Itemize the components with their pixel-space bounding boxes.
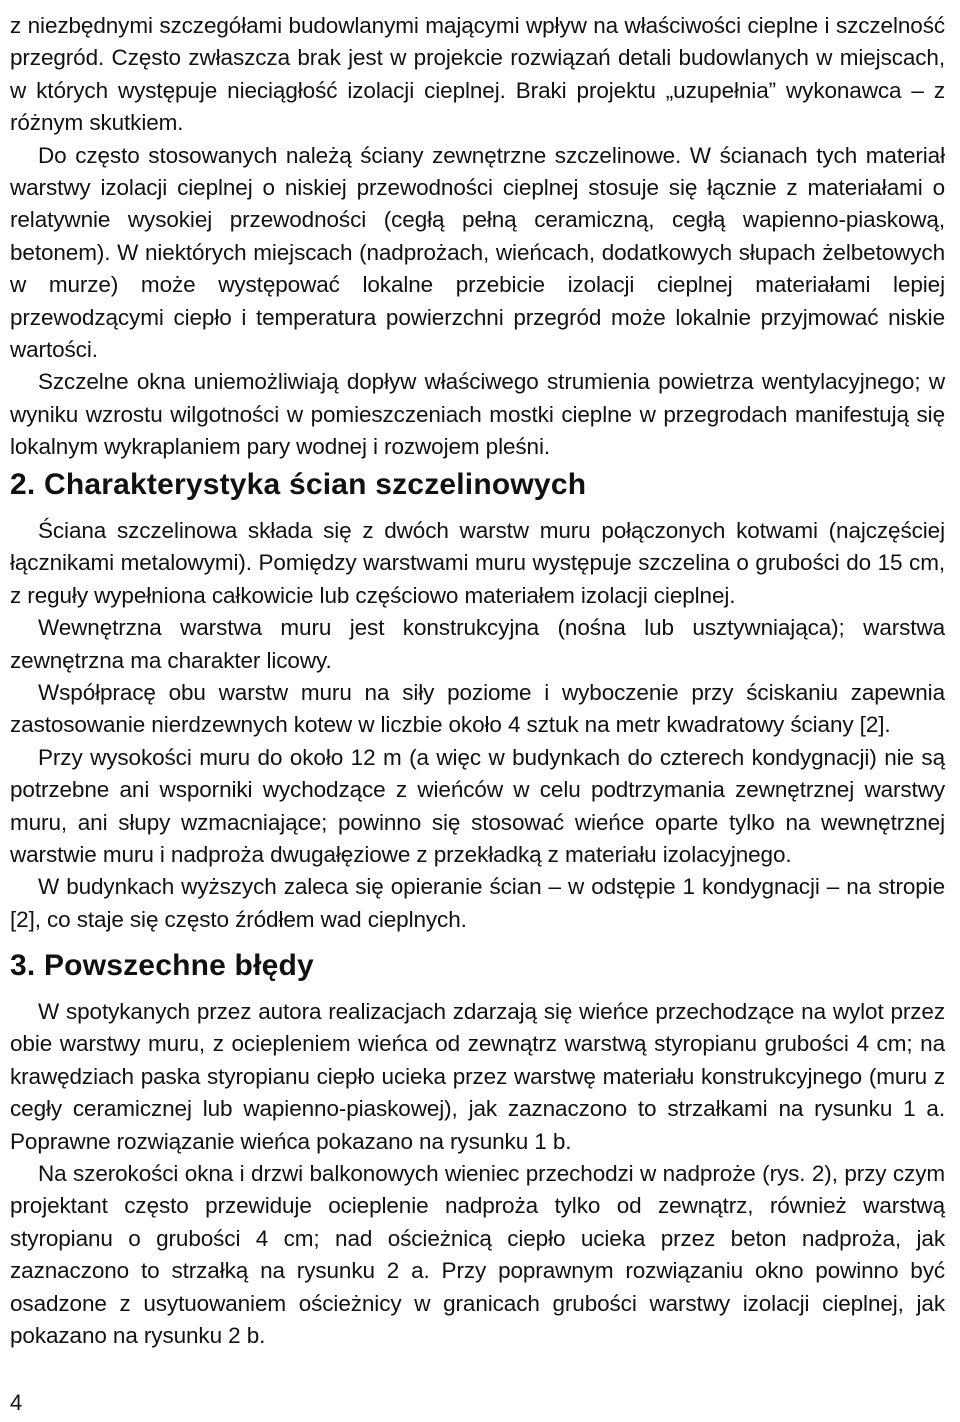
paragraph: W spotykanych przez autora realizacjach zdarzają się wieńce przechodzące na wylot przez obie warstwy muru, z ociepleniem wieńca od zewnątrz warstwą styropianu grubości 4 cm; na krawędziach paska styropianu ciepło ucieka przez warstwę materiału konstrukcyjnego (muru z cegły ceramicznej lub wapienno-piaskowej), jak zaznaczono to strzałkami na rysunku 1 a. Poprawne rozwiązanie wieńca pokazano na rysunku 1 b. bbox=[10, 999, 945, 1154]
paragraph: Do często stosowanych należą ściany zewnętrzne szczelinowe. W ścianach tych materiał warstwy izolacji cieplnej o niskiej przewodności cieplnej stosuje się łącznie z materiałami o relatywnie wysokiej przewodności (cegłą pełną ceramiczną, cegłą wapienno-piaskową, betonem). W niektórych miejscach (nadprożach, wieńcach, dodatkowych słupach żelbetowych w murze) może występować lokalne przebicie izolacji cieplnej materiałami lepiej przewodzącymi ciepło i temperatura powierzchni przegród może lokalnie przyjmować niskie wartości. bbox=[10, 142, 945, 363]
section-2-body bbox=[10, 515, 945, 936]
section-heading: 3. Powszechne błędy bbox=[10, 949, 314, 982]
paragraph: Wewnętrzna warstwa muru jest konstrukcyjna (nośna lub usztywniająca); warstwa zewnętrzna ma charakter licowy. bbox=[10, 615, 945, 673]
paragraph: Współpracę obu warstw muru na siły poziome i wyboczenie przy ściskaniu zapewnia zastosowanie nierdzewnych kotew w liczbie około 4 sztuk na metr kwadratowy ściany [2]. bbox=[10, 680, 945, 738]
paragraph: Ściana szczelinowa składa się z dwóch warstw muru połączonych kotwami (najczęściej łącznikami metalowymi). Pomiędzy warstwami muru występuje szczelina o grubości do 15 cm, z reguły wypełniona całkowicie lub częściowo materiałem izolacji cieplnej. bbox=[10, 518, 945, 608]
intro-section bbox=[10, 10, 945, 464]
page-number: 4 bbox=[10, 1390, 23, 1415]
paragraph: z niezbędnymi szczegółami budowlanymi mającymi wpływ na właściwości cieplne i szczelność przegród. Często zwłaszcza brak jest w projekcie rozwiązań detali budowlanych w miejscach, w których występuje nieciągłość izolacji cieplnej. Braki projektu „uzupełnia” wykonawca – z różnym skutkiem. bbox=[10, 13, 945, 136]
paragraph: Na szerokości okna i drzwi balkonowych wieniec przechodzi w nadproże (rys. 2), przy czym projektant często przewiduje ocieplenie nadproża tylko od zewnątrz, również warstwą styropianu o grubości 4 cm; nad ościeżnicą ciepło ucieka przez beton nadproża, jak zaznaczono to strzałką na rysunku 2 a. Przy poprawnym rozwiązaniu okno powinno być osadzone z usytuowaniem ościeżnicy w granicach grubości warstwy izolacji cieplnej, jak pokazano na rysunku 2 b. bbox=[10, 1161, 945, 1349]
paragraph: W budynkach wyższych zaleca się opieranie ścian – w odstępie 1 kondygnacji – na stropie [2], co staje się często źródłem wad cieplnych. bbox=[10, 874, 945, 932]
section-heading: 2. Charakterystyka ścian szczelinowych bbox=[10, 468, 587, 501]
section-3-body bbox=[10, 996, 945, 1352]
paragraph: Szczelne okna uniemożliwiają dopływ właściwego strumienia powietrza wentylacyjnego; w wyniku wzrostu wilgotności w pomieszczeniach mostki cieplne w przegrodach manifestują się lokalnym wykraplaniem pary wodnej i rozwojem pleśni. bbox=[10, 369, 945, 460]
paragraph: Przy wysokości muru do około 12 m (a więc w budynkach do czterech kondygnacji) nie są potrzebne ani wsporniki wychodzące z wieńców w celu podtrzymania zewnętrznej warstwy muru, ani słupy wzmacniające; powinno się stosować wieńce oparte tylko na wewnętrznej warstwie muru i nadproża dwugałęziowe z przekładką z materiału izolacyjnego. bbox=[10, 744, 945, 868]
